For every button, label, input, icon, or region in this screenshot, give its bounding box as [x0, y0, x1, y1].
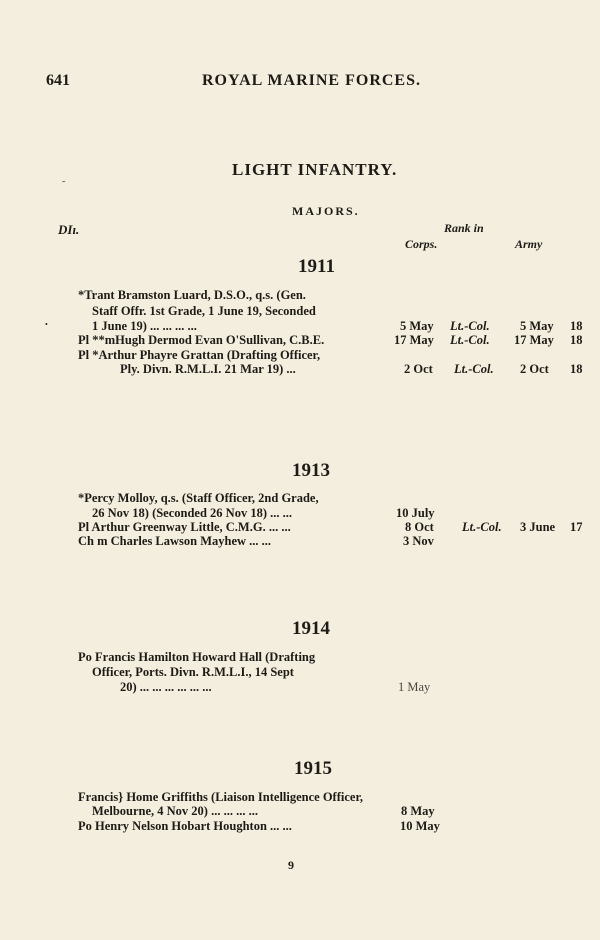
entry-1913-2-rank: Lt.-Col.	[462, 520, 502, 534]
entry-1913-2-corps-date: 8 Oct	[405, 520, 434, 534]
entry-1911-3-rank: Lt.-Col.	[454, 362, 494, 376]
entry-1911-3-army-year: 18	[570, 362, 583, 376]
entry-1913-1-line-1: *Percy Molloy, q.s. (Staff Officer, 2nd Grade,	[78, 491, 319, 505]
page-number: 641	[46, 72, 70, 89]
entry-1911-3-army-date: 2 Oct	[520, 362, 549, 376]
column-header-rank-in: Rank in	[444, 221, 484, 235]
entry-1911-1-line-2: Staff Offr. 1st Grade, 1 June 19, Seconded	[92, 304, 316, 318]
year-heading-1913: 1913	[292, 460, 330, 481]
year-heading-1914: 1914	[292, 618, 330, 639]
section-title: LIGHT INFANTRY.	[232, 160, 398, 179]
entry-1911-2-rank: Lt.-Col.	[450, 333, 490, 347]
entry-1914-1-line-3: 20) ... ... ... ... ... ...	[120, 680, 212, 694]
entry-1915-2-line-1: Po Henry Nelson Hobart Houghton ... ...	[78, 819, 292, 833]
entry-1914-1-line-2: Officer, Ports. Divn. R.M.L.I., 14 Sept	[92, 665, 294, 679]
entry-1911-1-corps-date: 5 May	[400, 319, 434, 333]
entry-1913-3-corps-date: 3 Nov	[403, 534, 434, 548]
subsection-title: MAJORS.	[292, 204, 360, 218]
entry-1911-2-line-1: Pl **mHugh Dermod Evan O'Sullivan, C.B.E.	[78, 333, 325, 347]
column-header-army: Army	[515, 237, 543, 251]
entry-1911-1-line-3: 1 June 19) ... ... ... ...	[92, 319, 197, 333]
stray-mark: ˜	[62, 180, 66, 191]
column-header-corps: Corps.	[405, 237, 438, 251]
entry-1915-1-line-1: Francis} Home Griffiths (Liaison Intelligence Officer,	[78, 790, 363, 804]
entry-1913-3-line-1: Ch m Charles Lawson Mayhew ... ...	[78, 534, 272, 548]
entry-1913-1-corps-date: 10 July	[396, 506, 435, 520]
entry-1911-3-corps-date: 2 Oct	[404, 362, 433, 376]
entry-1911-1-army-date: 5 May	[520, 319, 554, 333]
entry-1914-1-line-1: Po Francis Hamilton Howard Hall (Drafting	[78, 650, 316, 664]
entry-1911-2-army-year: 18	[570, 333, 583, 347]
entry-1911-1-rank: Lt.-Col.	[450, 319, 490, 333]
entry-1911-1-army-year: 18	[570, 319, 583, 333]
entry-1915-1-corps-date: 8 May	[401, 804, 435, 818]
entry-1915-2-corps-date: 10 May	[400, 819, 440, 833]
footer-page-number: 9	[288, 858, 294, 872]
year-heading-1911: 1911	[298, 256, 335, 277]
entry-1913-2-army-year: 17	[570, 520, 583, 534]
running-title: ROYAL MARINE FORCES.	[202, 72, 421, 89]
margin-note: DIı.	[58, 222, 80, 237]
entry-1911-2-corps-date: 17 May	[394, 333, 434, 347]
entry-1911-3-line-1: Pl *Arthur Phayre Grattan (Drafting Officer,	[78, 348, 321, 362]
year-heading-1915: 1915	[294, 758, 332, 779]
entry-1913-2-line-1: Pl Arthur Greenway Little, C.M.G. ... ...	[78, 520, 291, 534]
entry-1911-3-line-2: Ply. Divn. R.M.L.I. 21 Mar 19) ...	[120, 362, 296, 376]
entry-1911-1-line-1: *Trant Bramston Luard, D.S.O., q.s. (Gen.	[78, 288, 306, 302]
entry-1911-2-army-date: 17 May	[514, 333, 554, 347]
entry-1915-1-line-2: Melbourne, 4 Nov 20) ... ... ... ...	[92, 804, 258, 818]
entry-1913-1-line-2: 26 Nov 18) (Seconded 26 Nov 18) ... ...	[92, 506, 292, 520]
entry-1913-2-army-date: 3 June	[520, 520, 556, 534]
entry-1914-1-corps-date: 1 May	[398, 680, 431, 694]
margin-dot: •	[45, 320, 48, 329]
